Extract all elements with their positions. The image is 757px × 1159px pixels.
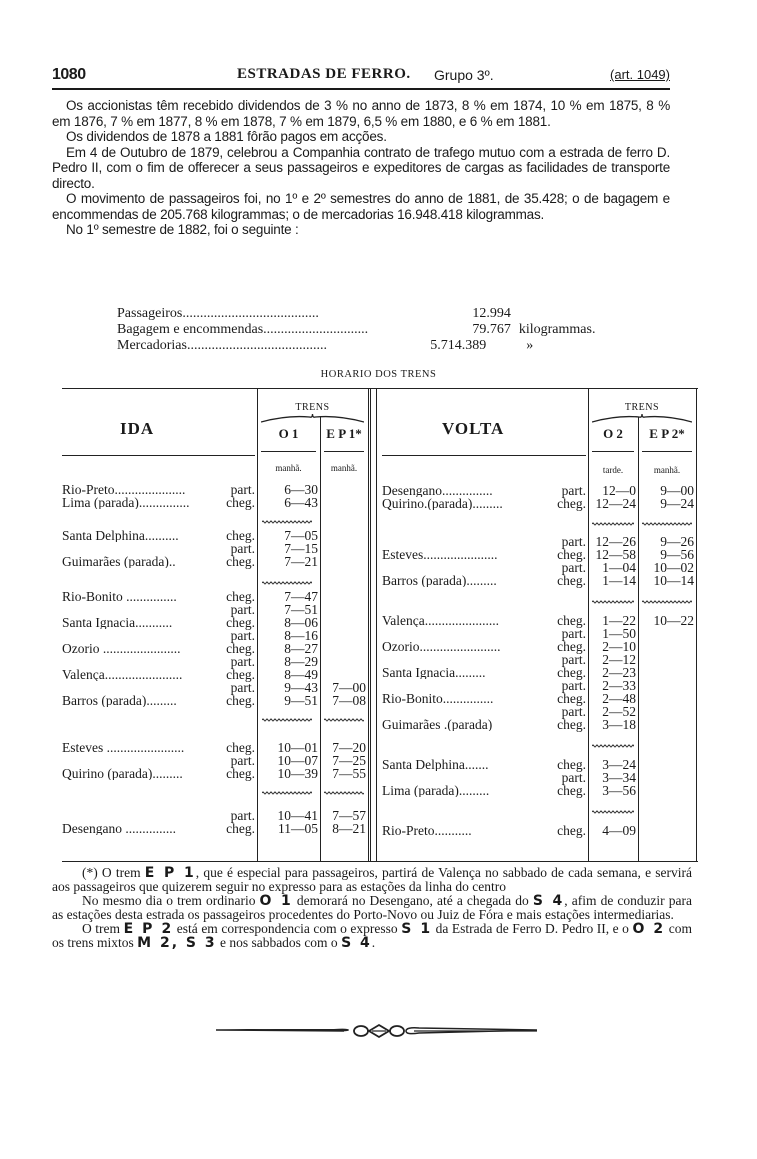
stop-type: cheg.: [557, 613, 586, 628]
train-column-head: E P 2*: [649, 426, 685, 441]
timetable-divider: [370, 389, 377, 861]
paragraph-semester-1882: No 1º semestre de 1882, foi o seguinte :: [66, 222, 299, 237]
time-train-1: 2—10: [602, 639, 636, 654]
train-code: E P 1: [144, 865, 196, 881]
station-name: Lima (parada).........: [382, 784, 490, 797]
station-name: Rio-Preto.....................: [62, 483, 186, 496]
time-train-2: 10—14: [653, 573, 694, 588]
section-divider-icon: [324, 709, 364, 713]
timetable-row: [62, 809, 368, 822]
timetable-row: [62, 668, 368, 681]
station-name: Guimarães (parada)..: [62, 555, 176, 568]
stop-type: cheg.: [226, 495, 255, 510]
time-train-2: 7—08: [332, 693, 366, 708]
timetable-row: [62, 681, 368, 694]
station-name: Lima (parada)...............: [62, 496, 190, 509]
paragraph-traffic-contract: Em 4 de Outubro de 1879, celebrou a Companhia contrato de trafego mutuo com a estrada de ferro D. Pedro II, com o fim de offerecer a seus passageiros e expeditores de cargas as facilidades de transporte directo.: [52, 144, 670, 191]
time-train-1: 12—58: [595, 547, 636, 562]
section-divider-icon: [592, 513, 634, 517]
footnote-text: está em correspondencia com o expresso: [173, 921, 402, 936]
stop-type: cheg.: [226, 589, 255, 604]
time-train-1: 9—43: [284, 680, 318, 695]
section-divider-icon: [642, 591, 692, 595]
timetable-row: [382, 679, 696, 692]
time-train-1: 1—04: [602, 560, 636, 575]
paragraph-dividends: Os accionistas têm recebido dividendos de 3 % no anno de 1873, 8 % em 1874, 10 % em 1875, 8 % em 1876, 7 % em 1877, 8 % em 1878, 7 % em 1879, 6,5 % em 1880, e 6 % em 1881.: [52, 98, 670, 129]
header-rule: [261, 451, 316, 452]
timetable-row: [62, 694, 368, 707]
stop-type: cheg.: [557, 665, 586, 680]
station-name: Valença......................: [382, 614, 499, 627]
time-train-1: 1—50: [602, 626, 636, 641]
period-label: manhã.: [275, 463, 302, 473]
time-train-2: 7—57: [332, 808, 366, 823]
train-code: S 1: [401, 921, 433, 937]
header-rule: [592, 451, 634, 452]
stop-type: cheg.: [557, 573, 586, 588]
timetable-row: [62, 642, 368, 655]
train-column-head: E P 1*: [326, 426, 362, 441]
stop-type: part.: [230, 541, 255, 556]
timetable-volta: [382, 389, 698, 861]
stop-type: part.: [230, 602, 255, 617]
timetable-row: [62, 555, 368, 568]
footnote-text: demorará no Desengano, até a chegada do: [292, 893, 533, 908]
time-train-1: 8—27: [284, 641, 318, 656]
stop-type: cheg.: [226, 641, 255, 656]
time-train-1: 6—43: [284, 495, 318, 510]
section-divider-icon: [592, 735, 634, 739]
train-code: S 4: [532, 893, 565, 909]
timetable-row: [382, 627, 696, 640]
header-group: Grupo 3º.: [434, 67, 494, 83]
stop-type: cheg.: [226, 766, 255, 781]
stop-type: cheg.: [557, 639, 586, 654]
stop-type: cheg.: [226, 615, 255, 630]
station-name: Ozorio........................: [382, 640, 501, 653]
time-train-1: 8—06: [284, 615, 318, 630]
footnote-text: , afim de conduzir para as estações desta estrada os passageiros procedentes do Porto-Novo ou Juiz de Fóra e mais estações intermediarias.: [52, 893, 692, 922]
timetable-ida: [62, 389, 370, 861]
timetable-row: [382, 614, 696, 627]
timetable-row: [382, 653, 696, 666]
station-name: Santa Ignacia...........: [62, 616, 173, 629]
section-divider-icon: [592, 591, 634, 595]
station-name: Esteves......................: [382, 548, 498, 561]
station-name: Rio-Preto...........: [382, 824, 472, 837]
period-label: manhã.: [653, 465, 681, 475]
trens-label: TRENS: [624, 402, 660, 413]
time-train-1: 9—51: [284, 693, 318, 708]
stat-row-baggage: Bagagem e encommendas.............................. 79.767 kilogrammas.: [117, 322, 596, 337]
train-code: S 4: [341, 935, 372, 951]
time-train-2: 9—24: [660, 496, 694, 511]
timetable-row: [382, 484, 696, 497]
timetable-row: [62, 822, 368, 835]
stop-type: cheg.: [226, 528, 255, 543]
time-train-1: 3—56: [602, 783, 636, 798]
stat-row-passengers: Passageiros....................................... 12.994: [117, 306, 511, 321]
timetable-row: [62, 590, 368, 603]
station-name: Rio-Bonito...............: [382, 692, 494, 705]
stop-type: part.: [230, 753, 255, 768]
station-name: Barros (parada).........: [62, 694, 177, 707]
stop-type: cheg.: [226, 821, 255, 836]
timetable-row: [382, 548, 696, 561]
stop-type: cheg.: [557, 496, 586, 511]
time-train-2: 7—00: [332, 680, 366, 695]
stop-type: cheg.: [226, 693, 255, 708]
stop-type: part.: [230, 654, 255, 669]
stop-type: cheg.: [557, 547, 586, 562]
stop-type: cheg.: [557, 691, 586, 706]
time-train-1: 12—26: [595, 534, 636, 549]
timetable-row: [62, 655, 368, 668]
stop-type: part.: [230, 680, 255, 695]
time-train-2: 9—56: [660, 547, 694, 562]
page-number: 1080: [52, 66, 86, 83]
paragraph-movement-1881: O movimento de passageiros foi, no 1º e 2º semestres do anno de 1881, de 35.428; o de bagagem e encommendas de 205.768 kilogrammas; o de mercadorias 16.948.418 kilogrammas.: [52, 191, 670, 222]
footnote-paragraph: [52, 866, 692, 894]
time-train-1: 7—21: [284, 554, 318, 569]
time-train-1: 7—51: [284, 602, 318, 617]
stop-type: part.: [561, 483, 586, 498]
stop-type: part.: [230, 808, 255, 823]
trens-label: TRENS: [295, 402, 330, 413]
time-train-2: 7—20: [332, 740, 366, 755]
stop-type: cheg.: [557, 823, 586, 838]
timetable-row: [382, 718, 696, 731]
stop-type: part.: [561, 560, 586, 575]
direction-label: VOLTA: [442, 419, 505, 438]
time-train-1: 2—33: [602, 678, 636, 693]
footnote-paragraph: [52, 894, 692, 922]
header-article: (art. 1049): [610, 67, 670, 82]
time-train-1: 11—05: [278, 821, 318, 836]
time-train-1: 4—09: [602, 823, 636, 838]
timetable-row: [62, 483, 368, 496]
timetable-row: [382, 771, 696, 784]
timetable-row: [62, 529, 368, 542]
train-code: O 2: [632, 921, 666, 937]
station-name: Guimarães .(parada): [382, 718, 493, 731]
footnote-text: com os trens mixtos: [52, 921, 692, 950]
time-train-2: 7—55: [332, 766, 366, 781]
footnote-text: O trem: [82, 921, 124, 936]
running-header: [52, 64, 670, 90]
time-train-1: 3—34: [602, 770, 636, 785]
time-train-1: 7—05: [284, 528, 318, 543]
time-train-1: 2—52: [602, 704, 636, 719]
period-label: manhã.: [330, 463, 358, 473]
timetable-row: [382, 758, 696, 771]
timetable-row: [382, 784, 696, 797]
time-train-2: 10—22: [653, 613, 694, 628]
time-train-1: 8—49: [284, 667, 318, 682]
footnote-text: .: [371, 935, 376, 950]
header-rule: [382, 455, 586, 456]
stop-type: part.: [561, 770, 586, 785]
footnote-text: (*) O trem: [82, 865, 145, 880]
stop-type: part.: [561, 626, 586, 641]
timetable-row: [382, 561, 696, 574]
time-train-1: 1—14: [602, 573, 636, 588]
period-label: tarde.: [602, 465, 624, 475]
header-rule: [324, 451, 364, 452]
direction-label: IDA: [120, 419, 155, 438]
time-train-1: 2—23: [602, 665, 636, 680]
time-train-1: 2—48: [602, 691, 636, 706]
timetable-row: [382, 666, 696, 679]
train-code: O 1: [259, 893, 293, 909]
time-train-2: 10—02: [653, 560, 694, 575]
stop-type: part.: [230, 482, 255, 497]
time-train-1: 10—01: [277, 740, 318, 755]
timetable-title: HORARIO DOS TRENS: [320, 369, 437, 380]
time-train-1: 2—12: [602, 652, 636, 667]
train-code: M 2, S 3: [137, 935, 217, 951]
timetable-row: [62, 496, 368, 509]
footnotes: [52, 866, 692, 950]
time-train-1: 1—22: [602, 613, 636, 628]
timetable-row: [62, 767, 368, 780]
timetable: [62, 388, 698, 862]
train-code: E P 2: [123, 921, 174, 937]
section-divider-icon: [262, 511, 312, 515]
stop-type: part.: [561, 678, 586, 693]
station-name: Barros (parada).........: [382, 574, 497, 587]
station-name: Valença.......................: [62, 668, 183, 681]
section-divider-icon: [642, 513, 692, 517]
station-name: Quirino (parada).........: [62, 767, 183, 780]
stop-type: cheg.: [557, 717, 586, 732]
train-column-head: O 2: [603, 426, 623, 441]
footnote-text: da Estrada de Ferro D. Pedro II, e o: [432, 921, 633, 936]
header-title: ESTRADAS DE FERRO.: [237, 66, 411, 82]
station-name: Quirino.(parada).........: [382, 497, 503, 510]
timetable-row: [382, 640, 696, 653]
time-train-2: 9—00: [660, 483, 694, 498]
station-name: Desengano...............: [382, 484, 493, 497]
stop-type: cheg.: [557, 757, 586, 772]
timetable-row: [62, 754, 368, 767]
station-name: Santa Delphina..........: [62, 529, 179, 542]
time-train-1: 12—0: [602, 483, 636, 498]
timetable-row: [62, 542, 368, 555]
footnote-text: e nos sabbados com o: [216, 935, 342, 950]
stop-type: cheg.: [226, 667, 255, 682]
time-train-1: 3—24: [602, 757, 636, 772]
stop-type: part.: [561, 534, 586, 549]
stop-type: part.: [561, 652, 586, 667]
station-name: Desengano ...............: [62, 822, 176, 835]
footnote-paragraph: [52, 922, 692, 950]
section-divider-icon: [262, 709, 312, 713]
timetable-row: [382, 692, 696, 705]
time-train-1: 8—16: [284, 628, 318, 643]
ornament-rule-icon: [214, 1020, 539, 1040]
paragraph-dividends-shares: Os dividendos de 1878 a 1881 fôrão pagos em acções.: [66, 129, 387, 144]
stop-type: cheg.: [557, 783, 586, 798]
timetable-row: [382, 705, 696, 718]
time-train-1: 3—18: [602, 717, 636, 732]
section-divider-icon: [592, 801, 634, 805]
timetable-row: [62, 629, 368, 642]
station-name: Santa Delphina.......: [382, 758, 489, 771]
timetable-row: [62, 603, 368, 616]
column-rule: [368, 389, 369, 861]
timetable-row: [382, 535, 696, 548]
time-train-2: 9—26: [660, 534, 694, 549]
timetable-row: [62, 616, 368, 629]
semester-stats: [117, 306, 637, 354]
body-text: [52, 98, 670, 238]
section-divider-icon: [262, 782, 312, 786]
station-name: Ozorio .......................: [62, 642, 181, 655]
header-rule: [62, 455, 255, 456]
station-name: Esteves .......................: [62, 741, 185, 754]
time-train-1: 10—41: [277, 808, 318, 823]
station-name: Rio-Bonito ...............: [62, 590, 177, 603]
timetable-row: [382, 574, 696, 587]
header-rule: [642, 451, 692, 452]
stat-row-goods: Mercadorias........................................ 5.714.389 »: [117, 338, 534, 353]
time-train-1: 8—29: [284, 654, 318, 669]
time-train-1: 10—07: [277, 753, 318, 768]
stop-type: part.: [230, 628, 255, 643]
section-divider-icon: [262, 572, 312, 576]
footnote-text: No mesmo dia o trem ordinario: [82, 893, 260, 908]
station-name: Santa Ignacia.........: [382, 666, 486, 679]
stop-type: part.: [561, 704, 586, 719]
time-train-2: 7—25: [332, 753, 366, 768]
timetable-row: [382, 497, 696, 510]
column-rule: [696, 389, 697, 861]
time-train-1: 10—39: [277, 766, 318, 781]
train-column-head: O 1: [278, 426, 299, 441]
time-train-1: 12—24: [595, 496, 636, 511]
time-train-2: 8—21: [332, 821, 366, 836]
timetable-row: [382, 824, 696, 837]
stop-type: cheg.: [226, 554, 255, 569]
time-train-1: 6—30: [284, 482, 318, 497]
footnote-text: , que é especial para passageiros, partirá de Valença no sabbado de cada semana, e servirá aos passageiros que quizerem seguir no expresso para as estações da linha do centro: [52, 865, 692, 894]
time-train-1: 7—47: [284, 589, 318, 604]
stop-type: cheg.: [226, 740, 255, 755]
time-train-1: 7—15: [284, 541, 318, 556]
section-divider-icon: [324, 782, 364, 786]
timetable-row: [62, 741, 368, 754]
